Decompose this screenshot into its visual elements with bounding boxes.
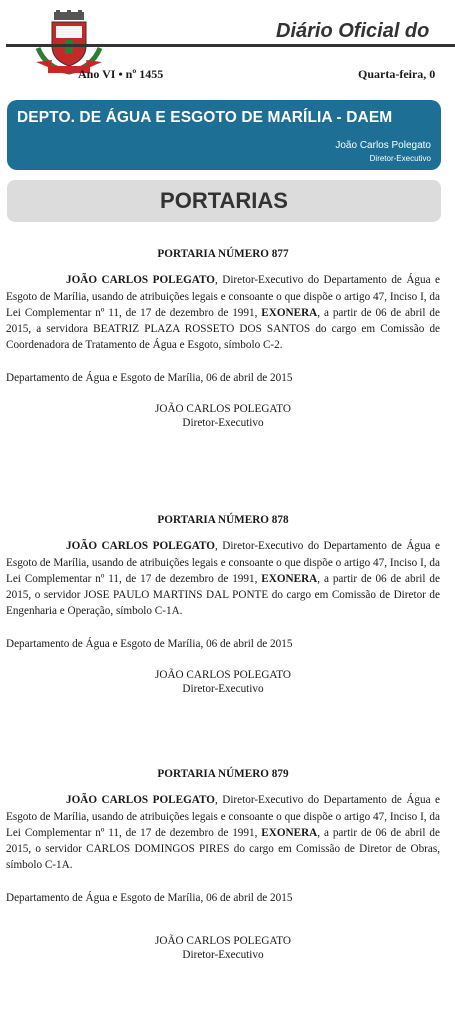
- portaria-heading: PORTARIA NÚMERO 879: [157, 768, 289, 780]
- signature-role: Diretor-Executivo: [182, 417, 264, 430]
- portaria-signatory: JOÃO CARLOS POLEGATO: [66, 540, 215, 553]
- portaria-signature: [6, 934, 440, 962]
- signature-name: JOÃO CARLOS POLEGATO: [155, 403, 291, 416]
- portaria-date-line: Departamento de Água e Esgoto de Marília, 06 de abril de 2015: [6, 371, 293, 384]
- signature-role: Diretor-Executivo: [182, 949, 264, 962]
- portaria-action: EXONERA: [261, 306, 318, 319]
- portaria-signatory: JOÃO CARLOS POLEGATO: [66, 794, 215, 807]
- portaria-action: EXONERA: [261, 826, 318, 839]
- portaria-heading: PORTARIA NÚMERO 877: [157, 248, 289, 260]
- portaria-body: [6, 792, 440, 873]
- department-director-name: João Carlos Polegato: [335, 140, 431, 151]
- portaria-879: [6, 766, 440, 962]
- department-title: DEPTO. DE ÁGUA E ESGOTO DE MARÍLIA - DAEM: [17, 109, 393, 126]
- portaria-body-text: , Diretor-Executivo do Departamento de Água e Esgoto de Marília, usando de atribuições legais e consoante o que dispõe o artigo 47, Inciso I, da Lei Complementar nº 11, de 17 de dezembro de 1991,: [6, 274, 440, 319]
- section-title: PORTARIAS: [7, 180, 441, 222]
- signature-role: Diretor-Executivo: [182, 683, 264, 696]
- signature-name: JOÃO CARLOS POLEGATO: [155, 935, 291, 948]
- newspaper-title: Diário Oficial do: [276, 20, 430, 42]
- portaria-body-text: , Diretor-Executivo do Departamento de Água e Esgoto de Marília, usando de atribuições legais e consoante o que dispõe o artigo 47, Inciso I, da Lei Complementar nº 11, de 17 de dezembro de 1991,: [6, 540, 440, 585]
- masthead-rule: [6, 44, 455, 47]
- portaria-body-text-end: , a partir de 06 de abril de 2015, a servidora BEATRIZ PLAZA ROSSETO DOS SANTOS do cargo em Comissão de Coordenadora de Tratamento de Água e Esgoto, símbolo C-2.: [6, 306, 440, 352]
- masthead: [0, 0, 455, 100]
- portaria-body: [6, 272, 440, 353]
- portaria-date-line: Departamento de Água e Esgoto de Marília, 06 de abril de 2015: [6, 637, 293, 650]
- portaria-body-text-end: , a partir de 06 de abril de 2015, o servidor JOSE PAULO MARTINS DAL PONTE do cargo em Comissão de Diretor de Engenharia e Operação, símbolo C-1A.: [6, 572, 440, 618]
- department-director-role: Diretor-Executivo: [369, 154, 431, 163]
- portaria-action: EXONERA: [261, 572, 318, 585]
- portaria-signature: [6, 668, 440, 696]
- portaria-signature: [6, 402, 440, 430]
- portaria-body: [6, 538, 440, 619]
- portaria-signatory: JOÃO CARLOS POLEGATO: [66, 274, 215, 287]
- portaria-body-text: , Diretor-Executivo do Departamento de Água e Esgoto de Marília, usando de atribuições legais e consoante o que dispõe o artigo 47, Inciso I, da Lei Complementar nº 11, de 17 de dezembro de 1991,: [6, 794, 440, 839]
- portaria-877: [6, 246, 440, 430]
- portaria-878: [6, 512, 440, 696]
- portaria-body-text-end: , a partir de 06 de abril de 2015, o servidor CARLOS DOMINGOS PIRES do cargo em Comissão de Diretor de Obras, símbolo C-1A.: [6, 826, 440, 872]
- portaria-date-line: Departamento de Água e Esgoto de Marília, 06 de abril de 2015: [6, 891, 293, 904]
- edition-number: Ano VI • nº 1455: [78, 67, 164, 81]
- portaria-heading: PORTARIA NÚMERO 878: [157, 514, 289, 526]
- signature-name: JOÃO CARLOS POLEGATO: [155, 669, 291, 682]
- issue-weekday: Quarta-feira, 0: [358, 67, 436, 81]
- department-banner: [7, 100, 441, 170]
